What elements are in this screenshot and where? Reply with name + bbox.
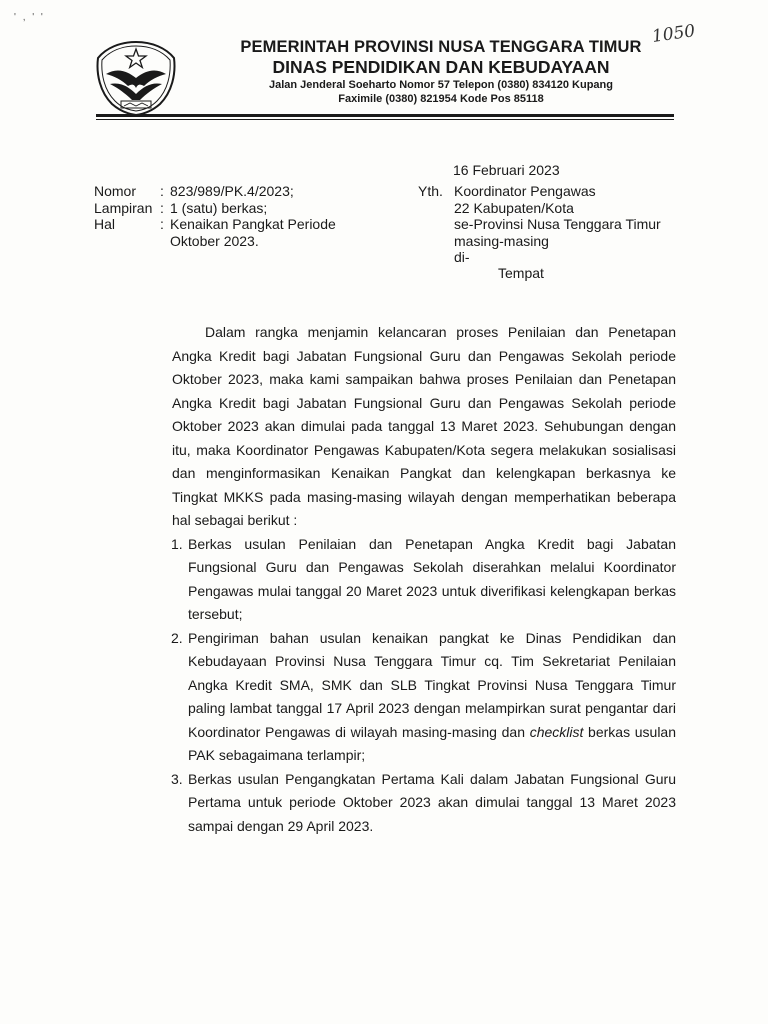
letter-body (172, 321, 676, 838)
meta-key: Hal (94, 216, 116, 232)
letter-meta (94, 183, 370, 249)
recipient-line: di- (454, 249, 470, 265)
letterhead-rule-thick (96, 114, 674, 117)
meta-key: Lampiran (94, 199, 153, 216)
meta-colon: : (160, 183, 164, 199)
meta-row-lampiran (94, 200, 370, 217)
ntt-emblem-icon (94, 40, 178, 116)
scan-speck: ' , ' ' (14, 12, 45, 23)
letterhead-agency: DINAS PENDIDIKAN DAN KEBUDAYAAN (272, 57, 610, 77)
recipient-line: se-Provinsi Nusa Tenggara Timur (454, 216, 661, 232)
list-item-text: Berkas usulan Pengangkatan Pertama Kali dalam Jabatan Fungsional Guru Pertama untuk periode Oktober 2023 akan dimulai tanggal 13 Maret 2023 sampai dengan 29 April 2023. (188, 770, 676, 834)
intro-paragraph: Dalam rangka menjamin kelancaran proses Penilaian dan Penetapan Angka Kredit bagi Jabatan Fungsional Guru dan Pengawas Sekolah periode Oktober 2023, maka kami sampaikan bahwa proses Penilaian dan Penetapan Angka Kredit bagi Jabatan Fungsional Guru dan Pengawas Sekolah periode Oktober 2023 akan dimulai pada tanggal 13 Maret 2023. Sehubungan dengan itu, maka Koordinator Pengawas Kabupaten/Kota segera melakukan sosialisasi dan menginformasikan Kenaikan Pangkat dan kelengkapan berkasnya ke Tingkat MKKS pada masing-masing wilayah dengan memperhatikan beberapa hal sebagai berikut : (172, 324, 676, 528)
meta-key: Nomor (94, 183, 137, 199)
recipient-lines (454, 183, 661, 266)
list-item-text: Berkas usulan Penilaian dan Penetapan Angka Kredit bagi Jabatan Fungsional Guru dan Pengawas Sekolah diserahkan melalui Koordinator Pengawas mulai tanggal 20 Maret 2023 untuk diverifikasi kelengkapan berkas tersebut; (188, 535, 676, 622)
list-text-part: berkas usulan PAK sebagaimana terlampir; (188, 723, 676, 763)
list-text-part: Pengiriman bahan usulan kenaikan pangkat ke Dinas Pendidikan dan Kebudayaan Provinsi Nusa Tenggara Timur cq. Tim Sekretariat Penilaian Angka Kredit SMA, SMK dan SLB Tingkat Provinsi Nusa Tenggara Timur paling lambat tanggal 17 April 2023 dengan melampirkan surat pengantar dari Koordinator Pengawas di wilayah masing-masing dan (188, 629, 676, 740)
letterhead-rule-thin (96, 119, 674, 120)
recipient-place: Tempat (498, 265, 544, 281)
meta-value: 1 (satu) berkas; (170, 199, 268, 216)
recipient-line: masing-masing (454, 232, 549, 249)
recipient-line: 22 Kabupaten/Kota (454, 199, 574, 216)
list-item-text (188, 627, 676, 768)
handwritten-number: 1050 (650, 21, 697, 47)
list-item (172, 533, 676, 627)
meta-row-hal (94, 216, 370, 249)
list-number: 3. (171, 770, 183, 787)
meta-colon: : (160, 199, 164, 216)
numbered-list (172, 533, 676, 839)
list-item (172, 768, 676, 839)
list-number: 2. (171, 629, 183, 646)
letterhead-contact: Faximile (0380) 821954 Kode Pos 85118 (338, 93, 544, 105)
letterhead-government: PEMERINTAH PROVINSI NUSA TENGGARA TIMUR (240, 38, 642, 56)
recipient-salutation: Yth. (418, 183, 443, 199)
meta-value: 823/989/PK.4/2023; (170, 183, 294, 199)
recipient-block (418, 183, 661, 266)
list-number: 1. (171, 535, 183, 552)
meta-value: Kenaikan Pangkat Periode Oktober 2023. (170, 216, 336, 249)
list-text-emphasis: checklist (529, 723, 584, 740)
letter-date: 16 Februari 2023 (453, 162, 560, 178)
letterhead-address: Jalan Jenderal Soeharto Nomor 57 Telepon (0380) 834120 Kupang (269, 79, 613, 91)
list-item (172, 627, 676, 768)
meta-colon: : (160, 216, 164, 232)
recipient-line: Koordinator Pengawas (454, 183, 596, 199)
meta-row-nomor (94, 183, 370, 200)
